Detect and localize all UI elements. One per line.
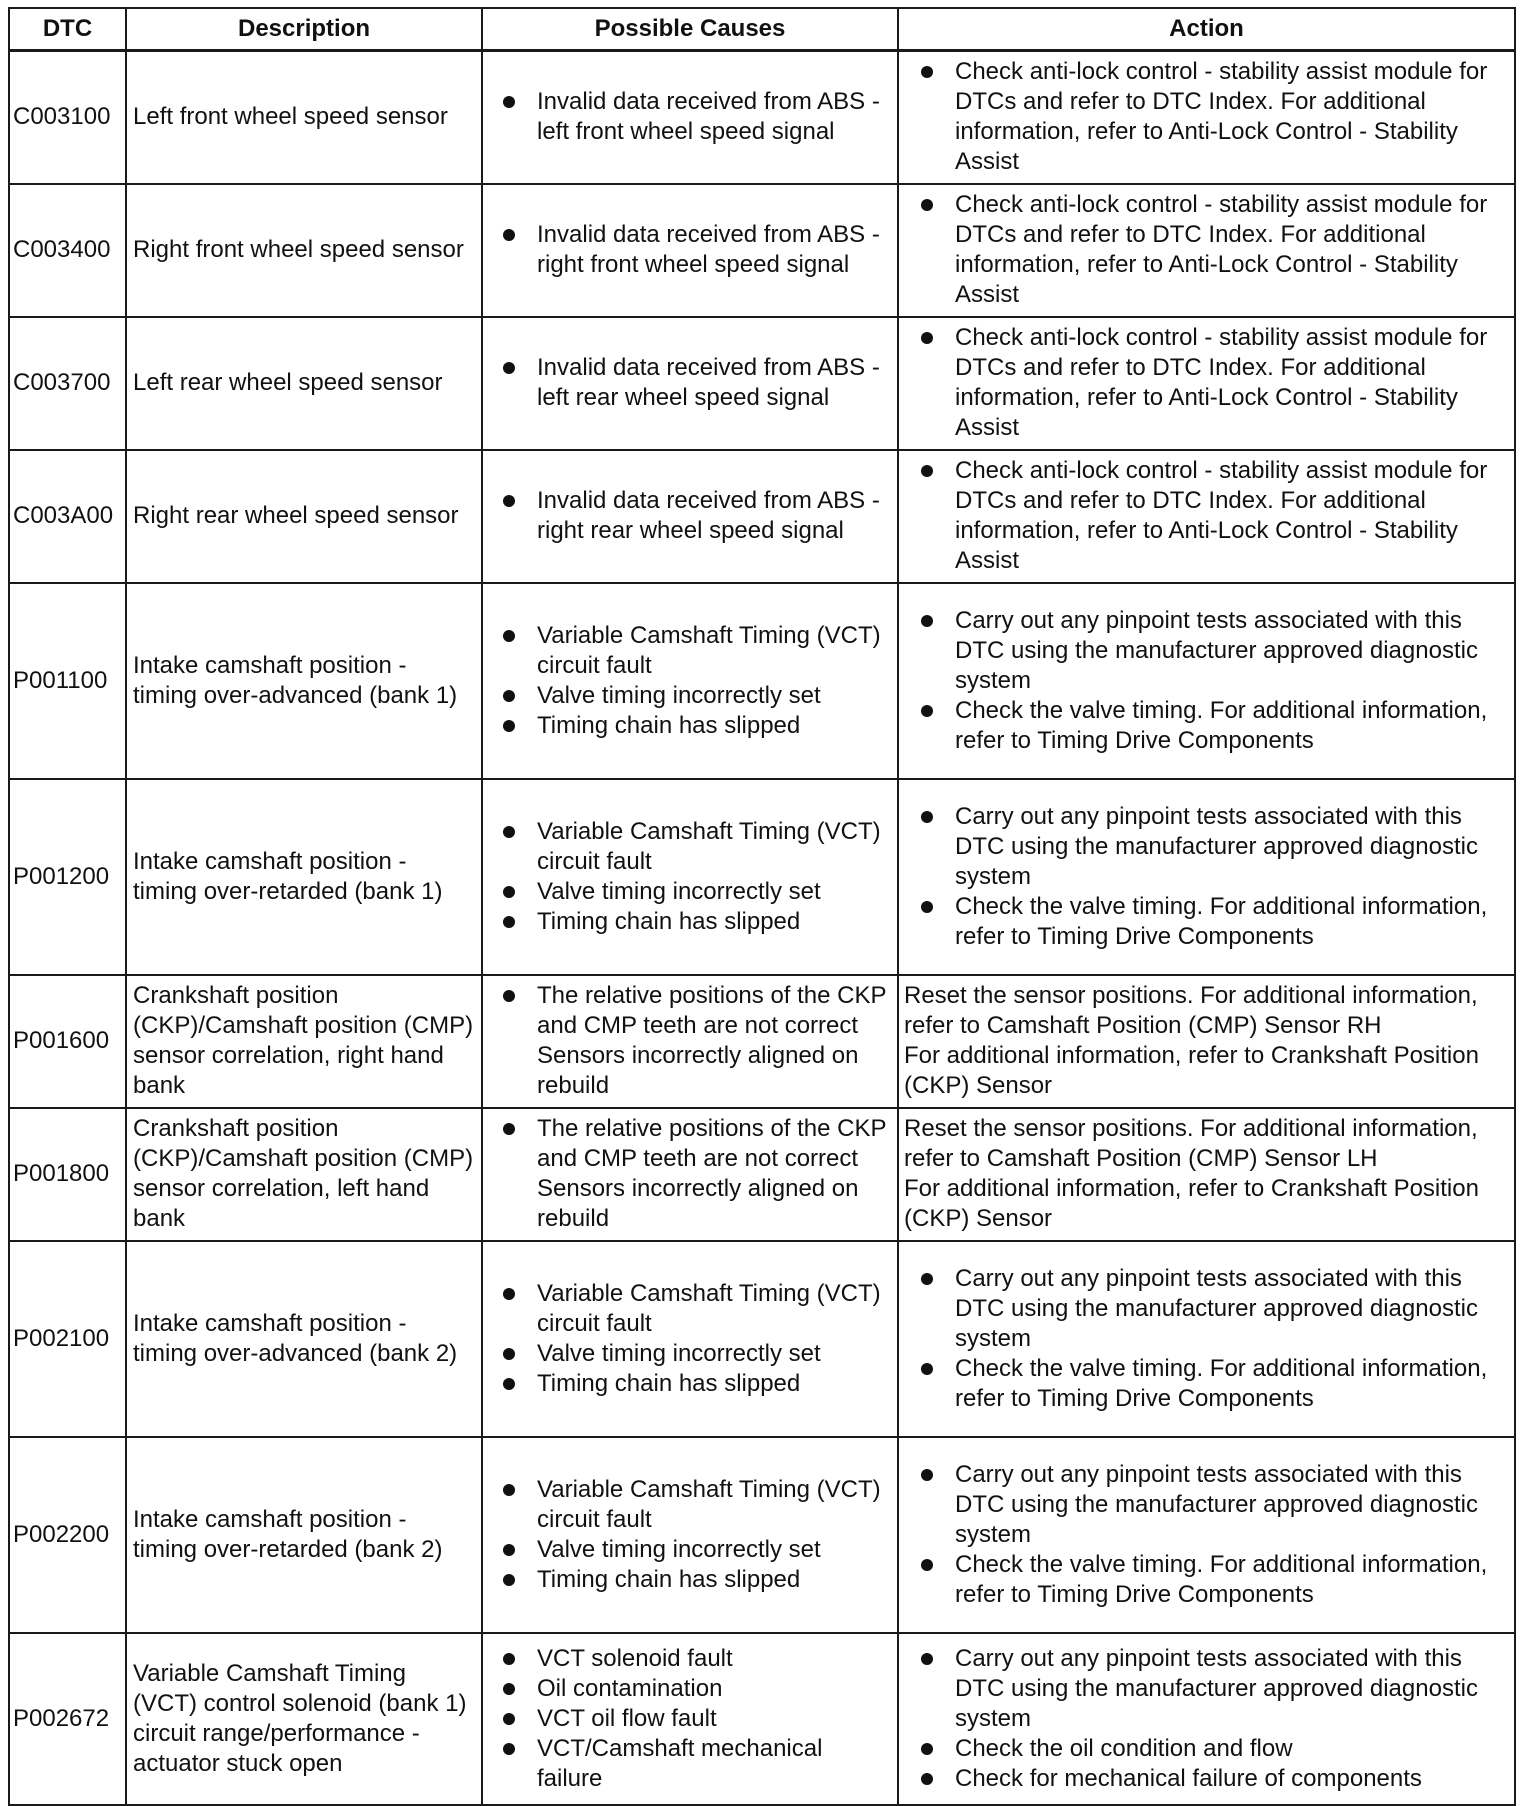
possible-causes-cell	[482, 1241, 898, 1437]
action-list	[903, 57, 1510, 177]
action-list	[903, 1644, 1510, 1794]
possible-causes-cell	[482, 317, 898, 450]
action-cell	[898, 779, 1515, 975]
action-cell	[898, 450, 1515, 583]
dtc-code: C003100	[9, 51, 126, 184]
cause-item: Variable Camshaft Timing (VCT) circuit fault	[537, 817, 893, 877]
action-cell	[898, 975, 1515, 1108]
header-dtc: DTC	[9, 8, 126, 51]
dtc-code: P001200	[9, 779, 126, 975]
dtc-code: P001600	[9, 975, 126, 1108]
action-item: Check anti-lock control - stability assist module for DTCs and refer to DTC Index. For additional information, refer to Anti-Lock Control - Stability Assist	[955, 323, 1510, 443]
action-item: Carry out any pinpoint tests associated with this DTC using the manufacturer approved diagnostic system	[955, 1460, 1510, 1550]
possible-causes-cell	[482, 1437, 898, 1633]
cause-item: Oil contamination	[537, 1674, 893, 1704]
cause-item: The relative positions of the CKP and CMP teeth are not correct Sensors incorrectly aligned on rebuild	[537, 1114, 893, 1234]
possible-causes-list	[487, 87, 893, 147]
action-list	[903, 323, 1510, 443]
dtc-description: Crankshaft position (CKP)/Camshaft position (CMP) sensor correlation, right hand bank	[126, 975, 482, 1108]
possible-causes-cell	[482, 779, 898, 975]
table-row	[9, 583, 1515, 779]
possible-causes-list	[487, 621, 893, 741]
dtc-description: Variable Camshaft Timing (VCT) control solenoid (bank 1) circuit range/performance - actuator stuck open	[126, 1633, 482, 1805]
cause-item: Invalid data received from ABS - right front wheel speed signal	[537, 220, 893, 280]
dtc-code: P001100	[9, 583, 126, 779]
action-text: Reset the sensor positions. For additional information, refer to Camshaft Position (CMP) Sensor RH	[904, 982, 1478, 1039]
action-item: Check for mechanical failure of components	[955, 1764, 1510, 1794]
possible-causes-cell	[482, 1633, 898, 1805]
action-list	[903, 456, 1510, 576]
dtc-table	[8, 7, 1516, 1806]
dtc-description: Intake camshaft position - timing over-retarded (bank 2)	[126, 1437, 482, 1633]
table-row	[9, 450, 1515, 583]
action-item: Check anti-lock control - stability assist module for DTCs and refer to DTC Index. For additional information, refer to Anti-Lock Control - Stability Assist	[955, 190, 1510, 310]
action-item: Check the valve timing. For additional information, refer to Timing Drive Components	[955, 1354, 1510, 1414]
dtc-description: Left front wheel speed sensor	[126, 51, 482, 184]
cause-item: Timing chain has slipped	[537, 711, 893, 741]
action-cell	[898, 184, 1515, 317]
action-cell	[898, 583, 1515, 779]
action-item: Carry out any pinpoint tests associated with this DTC using the manufacturer approved diagnostic system	[955, 802, 1510, 892]
header-description: Description	[126, 8, 482, 51]
possible-causes-cell	[482, 583, 898, 779]
table-body	[9, 51, 1515, 1805]
table-row	[9, 975, 1515, 1108]
cause-item: Timing chain has slipped	[537, 1369, 893, 1399]
action-text: Reset the sensor positions. For additional information, refer to Camshaft Position (CMP) Sensor LH	[904, 1115, 1478, 1172]
action-item: Carry out any pinpoint tests associated with this DTC using the manufacturer approved diagnostic system	[955, 1644, 1510, 1734]
action-item: Check the valve timing. For additional information, refer to Timing Drive Components	[955, 696, 1510, 756]
possible-causes-list	[487, 817, 893, 937]
cause-item: Timing chain has slipped	[537, 1565, 893, 1595]
cause-item: Variable Camshaft Timing (VCT) circuit fault	[537, 621, 893, 681]
action-item: Check the valve timing. For additional information, refer to Timing Drive Components	[955, 1550, 1510, 1610]
table-row	[9, 1108, 1515, 1241]
action-item: Check the valve timing. For additional information, refer to Timing Drive Components	[955, 892, 1510, 952]
action-list	[903, 1264, 1510, 1414]
possible-causes-list	[487, 1114, 893, 1234]
possible-causes-list	[487, 353, 893, 413]
action-list	[903, 802, 1510, 952]
table-row	[9, 51, 1515, 184]
action-text: For additional information, refer to Crankshaft Position (CKP) Sensor	[904, 1042, 1479, 1099]
table-row	[9, 184, 1515, 317]
dtc-description: Right front wheel speed sensor	[126, 184, 482, 317]
dtc-code: C003A00	[9, 450, 126, 583]
cause-item: VCT oil flow fault	[537, 1704, 893, 1734]
possible-causes-list	[487, 981, 893, 1101]
possible-causes-list	[487, 1644, 893, 1794]
table-row	[9, 1241, 1515, 1437]
action-cell	[898, 1633, 1515, 1805]
dtc-description: Right rear wheel speed sensor	[126, 450, 482, 583]
dtc-description: Intake camshaft position - timing over-advanced (bank 1)	[126, 583, 482, 779]
action-item: Carry out any pinpoint tests associated with this DTC using the manufacturer approved diagnostic system	[955, 1264, 1510, 1354]
table-row	[9, 1437, 1515, 1633]
cause-item: Valve timing incorrectly set	[537, 1535, 893, 1565]
action-list	[903, 606, 1510, 756]
cause-item: Invalid data received from ABS - left front wheel speed signal	[537, 87, 893, 147]
possible-causes-list	[487, 486, 893, 546]
cause-item: Variable Camshaft Timing (VCT) circuit fault	[537, 1279, 893, 1339]
cause-item: Valve timing incorrectly set	[537, 1339, 893, 1369]
table-header-row	[9, 8, 1515, 51]
dtc-code: P001800	[9, 1108, 126, 1241]
action-text: For additional information, refer to Crankshaft Position (CKP) Sensor	[904, 1175, 1479, 1232]
possible-causes-cell	[482, 1108, 898, 1241]
action-cell	[898, 1108, 1515, 1241]
action-list	[903, 190, 1510, 310]
table-row	[9, 779, 1515, 975]
cause-item: VCT solenoid fault	[537, 1644, 893, 1674]
action-item: Check anti-lock control - stability assist module for DTCs and refer to DTC Index. For additional information, refer to Anti-Lock Control - Stability Assist	[955, 456, 1510, 576]
action-cell	[898, 1437, 1515, 1633]
dtc-description: Intake camshaft position - timing over-retarded (bank 1)	[126, 779, 482, 975]
table-row	[9, 317, 1515, 450]
action-cell	[898, 51, 1515, 184]
action-item: Carry out any pinpoint tests associated with this DTC using the manufacturer approved diagnostic system	[955, 606, 1510, 696]
dtc-description: Intake camshaft position - timing over-advanced (bank 2)	[126, 1241, 482, 1437]
dtc-description: Left rear wheel speed sensor	[126, 317, 482, 450]
action-item: Check the oil condition and flow	[955, 1734, 1510, 1764]
dtc-code: P002100	[9, 1241, 126, 1437]
header-action: Action	[898, 8, 1515, 51]
dtc-code: P002672	[9, 1633, 126, 1805]
possible-causes-cell	[482, 184, 898, 317]
dtc-code: C003700	[9, 317, 126, 450]
header-possible-causes: Possible Causes	[482, 8, 898, 51]
possible-causes-list	[487, 1475, 893, 1595]
dtc-code: C003400	[9, 184, 126, 317]
cause-item: Invalid data received from ABS - right rear wheel speed signal	[537, 486, 893, 546]
possible-causes-cell	[482, 51, 898, 184]
dtc-code: P002200	[9, 1437, 126, 1633]
possible-causes-list	[487, 220, 893, 280]
possible-causes-list	[487, 1279, 893, 1399]
action-list	[903, 1460, 1510, 1610]
cause-item: VCT/Camshaft mechanical failure	[537, 1734, 893, 1794]
action-item: Check anti-lock control - stability assist module for DTCs and refer to DTC Index. For additional information, refer to Anti-Lock Control - Stability Assist	[955, 57, 1510, 177]
action-cell	[898, 1241, 1515, 1437]
action-cell	[898, 317, 1515, 450]
cause-item: Valve timing incorrectly set	[537, 877, 893, 907]
possible-causes-cell	[482, 450, 898, 583]
cause-item: Variable Camshaft Timing (VCT) circuit fault	[537, 1475, 893, 1535]
possible-causes-cell	[482, 975, 898, 1108]
cause-item: Valve timing incorrectly set	[537, 681, 893, 711]
dtc-description: Crankshaft position (CKP)/Camshaft position (CMP) sensor correlation, left hand bank	[126, 1108, 482, 1241]
table-row	[9, 1633, 1515, 1805]
cause-item: Invalid data received from ABS - left rear wheel speed signal	[537, 353, 893, 413]
cause-item: The relative positions of the CKP and CMP teeth are not correct Sensors incorrectly aligned on rebuild	[537, 981, 893, 1101]
cause-item: Timing chain has slipped	[537, 907, 893, 937]
